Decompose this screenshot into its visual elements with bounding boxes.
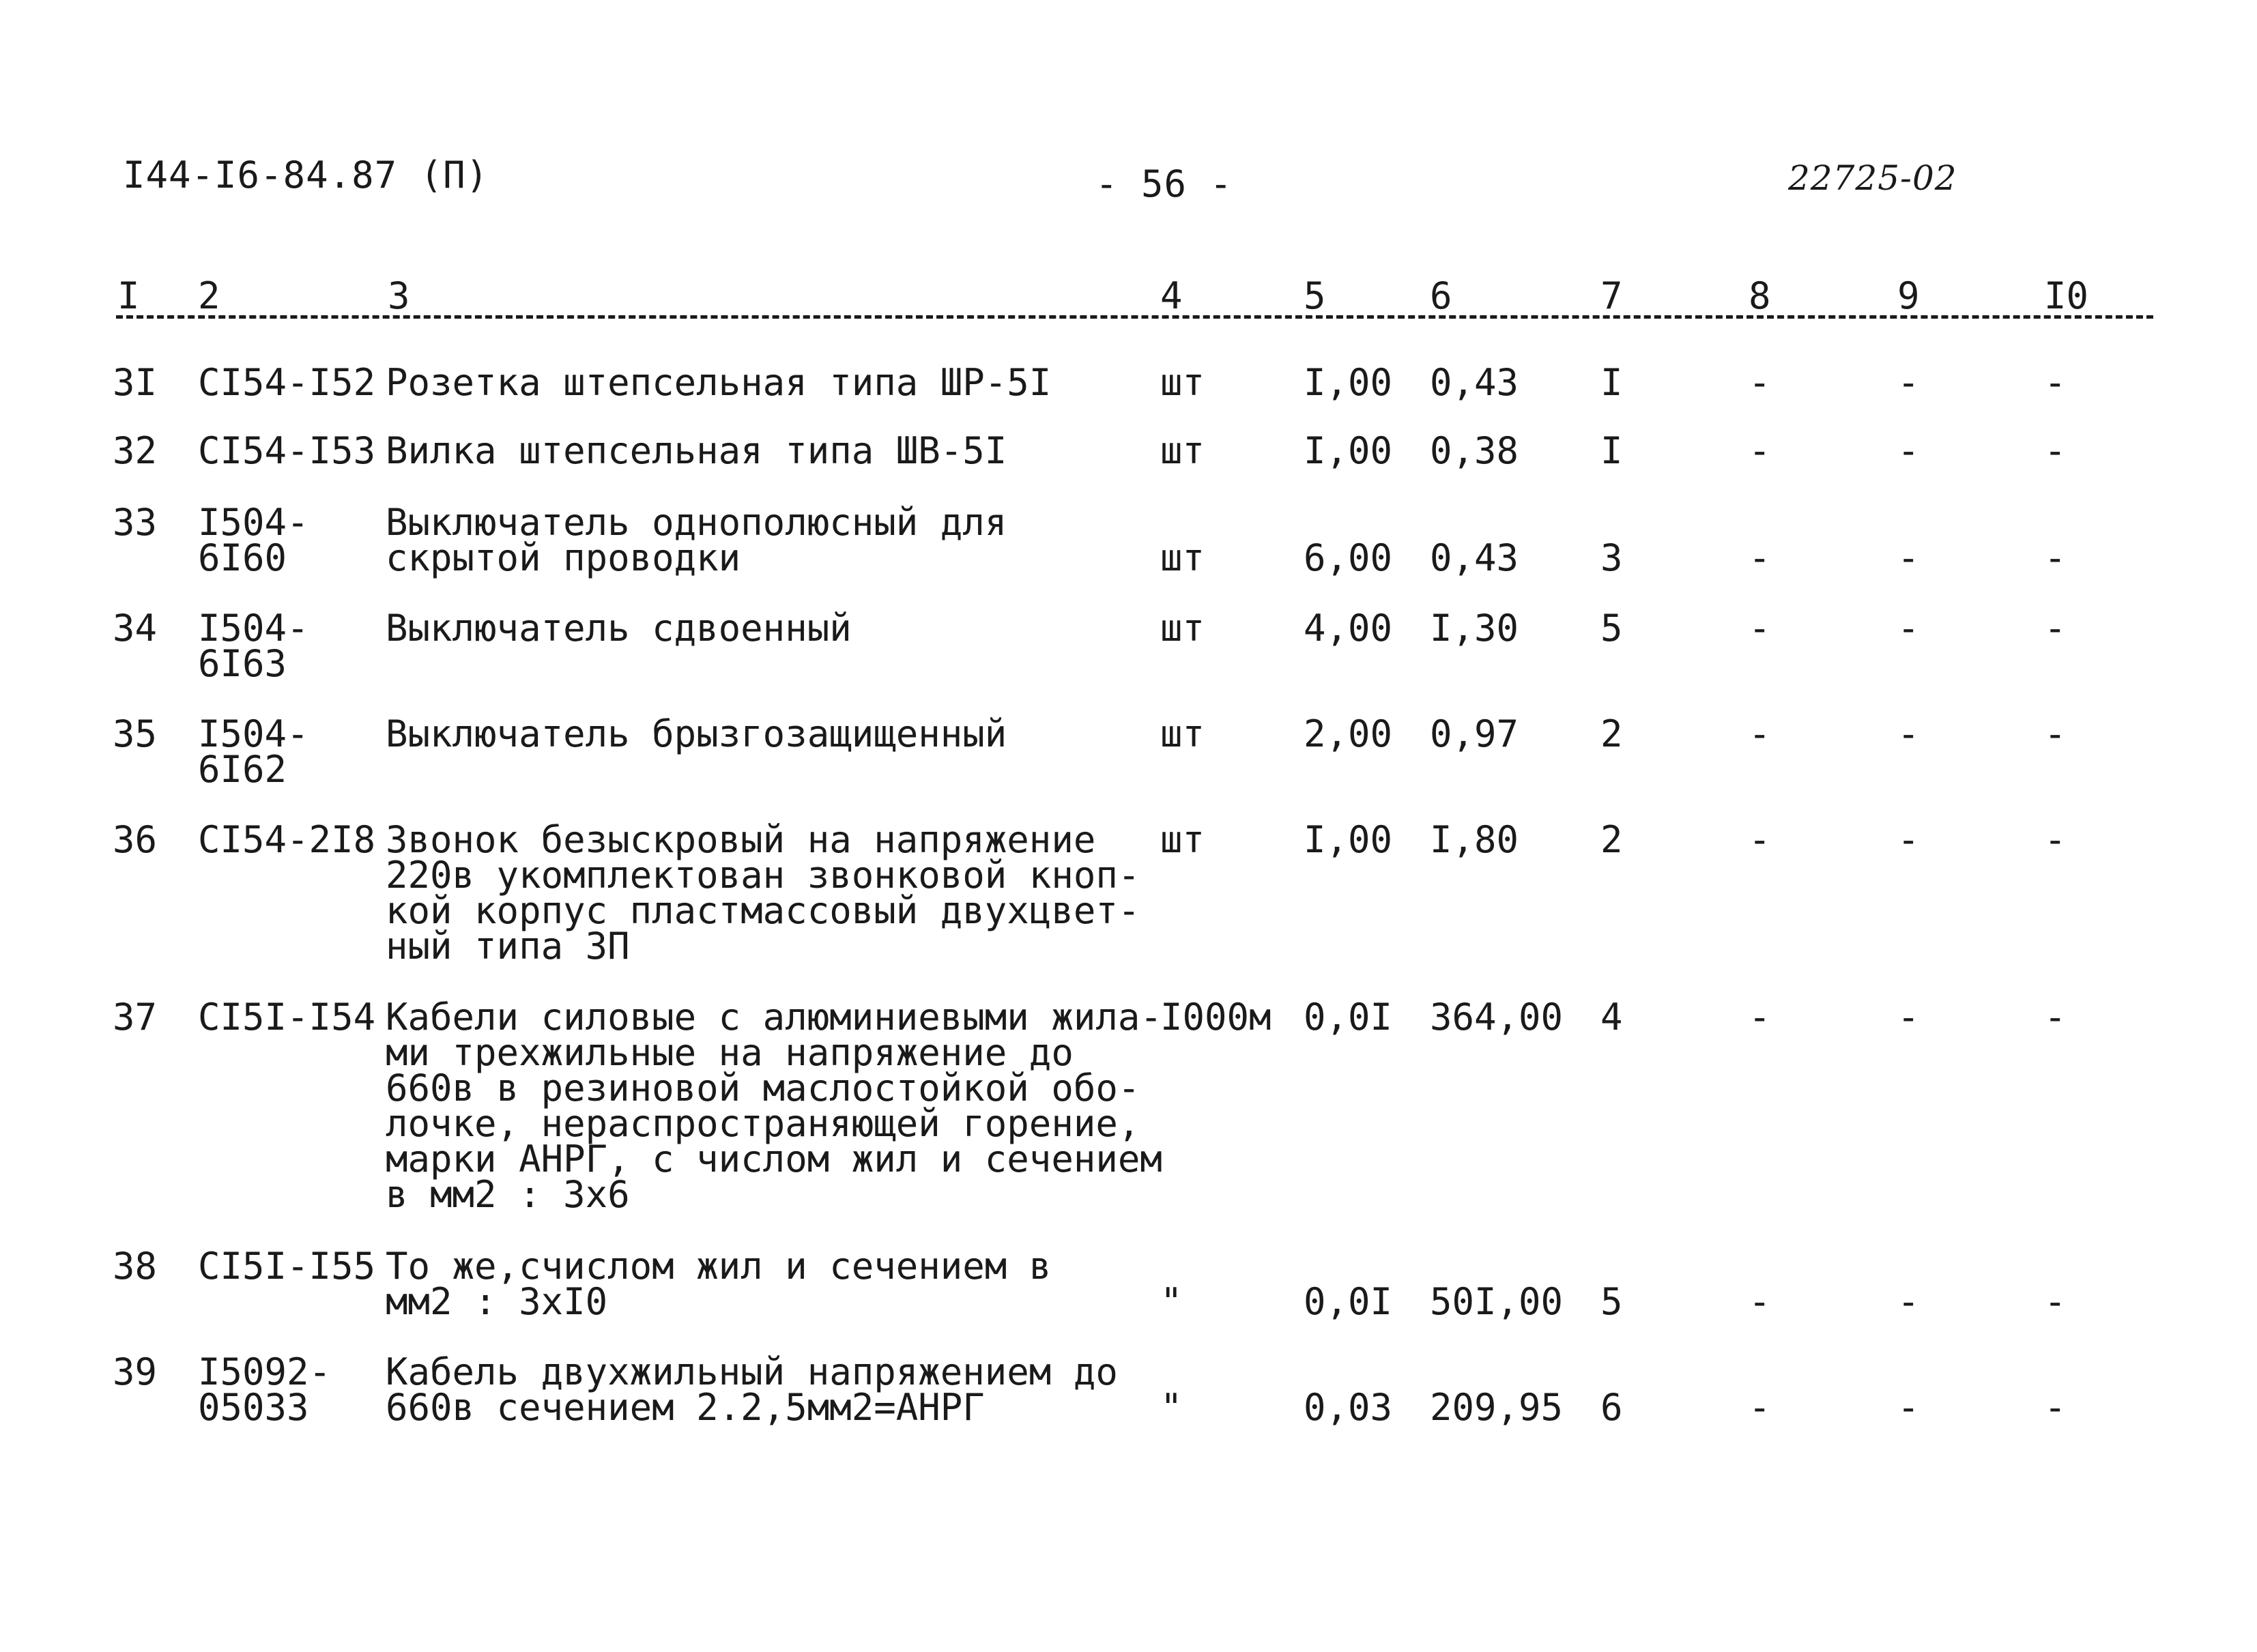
- item-description-line: Звонок безыскровый на напряжение: [386, 818, 1096, 861]
- column-7-cell: 3: [1600, 536, 1623, 579]
- column-number: 7: [1600, 274, 1623, 317]
- column-number: 8: [1749, 274, 1771, 317]
- item-description-line: Выключатель брызгозащищенный: [386, 712, 1007, 755]
- value-cell: 364,00: [1430, 996, 1564, 1039]
- item-description-line: 660в в резиновой маслостойкой обо-: [386, 1067, 1140, 1110]
- row-number: 36: [113, 818, 158, 861]
- unit-cell: шт: [1160, 607, 1205, 650]
- column-8-cell: -: [1749, 1280, 1771, 1323]
- column-number: I: [117, 274, 140, 317]
- document-code: I44-I6-84.87 (П): [123, 154, 489, 197]
- page-number: - 56 -: [1095, 162, 1233, 205]
- row-number: 34: [113, 607, 158, 650]
- column-10-cell: -: [2044, 607, 2067, 650]
- item-code-line: CI5I-I54: [198, 996, 376, 1039]
- column-7-cell: I: [1600, 429, 1623, 472]
- item-code-line: CI5I-I55: [198, 1245, 376, 1288]
- unit-cell: шт: [1160, 712, 1205, 755]
- unit-cell: ": [1160, 1386, 1183, 1429]
- item-description-line: марки АНРГ, с числом жил и сечением: [386, 1137, 1162, 1180]
- value-cell: 50I,00: [1430, 1280, 1564, 1323]
- item-description-line: То же,счислом жил и сечением в: [386, 1245, 1052, 1288]
- item-description: [386, 1245, 1052, 1323]
- quantity-cell: I,00: [1304, 429, 1393, 472]
- column-7-cell: 4: [1600, 996, 1623, 1039]
- column-7-cell: I: [1600, 361, 1623, 404]
- item-description-line: Выключатель сдвоенный: [386, 607, 852, 650]
- column-10-cell: -: [2044, 536, 2067, 579]
- row-number: 33: [113, 501, 158, 544]
- item-description-line: 660в сечением 2.2,5мм2=АНРГ: [386, 1386, 985, 1429]
- value-cell: 0,38: [1430, 429, 1519, 472]
- item-description-line: Кабели силовые с алюминиевыми жила-: [386, 996, 1162, 1039]
- item-description: [386, 501, 1007, 579]
- item-code-line: CI54-I52: [198, 361, 376, 404]
- quantity-cell: 2,00: [1304, 712, 1393, 755]
- item-code-line: 6I60: [198, 536, 287, 579]
- quantity-cell: I,00: [1304, 818, 1393, 861]
- column-10-cell: -: [2044, 429, 2067, 472]
- item-code: [198, 712, 309, 791]
- column-7-cell: 6: [1600, 1386, 1623, 1429]
- header-dashed-rule: [116, 315, 2153, 319]
- value-cell: I,30: [1430, 607, 1519, 650]
- quantity-cell: 4,00: [1304, 607, 1393, 650]
- column-7-cell: 5: [1600, 1280, 1623, 1323]
- row-number: 39: [113, 1350, 158, 1393]
- item-description-line: Вилка штепсельная типа ШВ-5I: [386, 429, 1007, 472]
- column-number: 9: [1897, 274, 1920, 317]
- item-code-line: I5092-: [198, 1350, 332, 1393]
- column-8-cell: -: [1749, 712, 1771, 755]
- row-number: 3I: [113, 361, 158, 404]
- unit-cell: шт: [1160, 429, 1205, 472]
- column-number: 6: [1430, 274, 1452, 317]
- item-code-line: 6I63: [198, 642, 287, 685]
- row-number: 35: [113, 712, 158, 755]
- row-number: 37: [113, 996, 158, 1039]
- item-code: [198, 429, 376, 472]
- unit-cell: шт: [1160, 818, 1205, 861]
- column-9-cell: -: [1897, 607, 1920, 650]
- item-description-line: 220в укомплектован звонковой кноп-: [386, 854, 1140, 897]
- column-9-cell: -: [1897, 361, 1920, 404]
- column-8-cell: -: [1749, 536, 1771, 579]
- column-8-cell: -: [1749, 818, 1771, 861]
- item-code-line: I504-: [198, 607, 309, 650]
- item-code-line: 6I62: [198, 748, 287, 791]
- item-description: [386, 361, 1052, 404]
- value-cell: 0,97: [1430, 712, 1519, 755]
- item-description-line: ми трехжильные на напряжение до: [386, 1031, 1074, 1074]
- column-7-cell: 2: [1600, 818, 1623, 861]
- column-number: 2: [198, 274, 220, 317]
- column-8-cell: -: [1749, 996, 1771, 1039]
- value-cell: I,80: [1430, 818, 1519, 861]
- item-description: [386, 1350, 1118, 1429]
- column-10-cell: -: [2044, 712, 2067, 755]
- item-code-line: CI54-2I8: [198, 818, 376, 861]
- unit-cell: шт: [1160, 536, 1205, 579]
- column-number: 3: [388, 274, 410, 317]
- value-cell: 0,43: [1430, 361, 1519, 404]
- item-description: [386, 996, 1162, 1216]
- document-number: 22725-02: [1788, 158, 1957, 198]
- item-description: [386, 818, 1140, 968]
- column-9-cell: -: [1897, 429, 1920, 472]
- item-description-line: Кабель двухжильный напряжением до: [386, 1350, 1118, 1393]
- quantity-cell: 6,00: [1304, 536, 1393, 579]
- column-10-cell: -: [2044, 996, 2067, 1039]
- item-description-line: лочке, нераспространяющей горение,: [386, 1102, 1140, 1145]
- column-7-cell: 2: [1600, 712, 1623, 755]
- row-number: 38: [113, 1245, 158, 1288]
- column-8-cell: -: [1749, 607, 1771, 650]
- column-9-cell: -: [1897, 1280, 1920, 1323]
- item-description-line: кой корпус пластмассовый двухцвет-: [386, 889, 1140, 932]
- quantity-cell: 0,03: [1304, 1386, 1393, 1429]
- item-description: [386, 429, 1007, 472]
- value-cell: 209,95: [1430, 1386, 1564, 1429]
- item-description: [386, 607, 852, 650]
- row-number: 32: [113, 429, 158, 472]
- column-9-cell: -: [1897, 712, 1920, 755]
- value-cell: 0,43: [1430, 536, 1519, 579]
- item-code: [198, 361, 376, 404]
- column-number: 5: [1304, 274, 1326, 317]
- column-10-cell: -: [2044, 818, 2067, 861]
- column-7-cell: 5: [1600, 607, 1623, 650]
- column-8-cell: -: [1749, 1386, 1771, 1429]
- item-description-line: скрытой проводки: [386, 536, 741, 579]
- quantity-cell: 0,0I: [1304, 996, 1393, 1039]
- quantity-cell: I,00: [1304, 361, 1393, 404]
- column-10-cell: -: [2044, 361, 2067, 404]
- item-code: [198, 1350, 332, 1429]
- item-code: [198, 607, 309, 685]
- column-10-cell: -: [2044, 1280, 2067, 1323]
- column-number: 4: [1160, 274, 1183, 317]
- item-code-line: 05033: [198, 1386, 309, 1429]
- column-9-cell: -: [1897, 536, 1920, 579]
- item-description-line: Выключатель однополюсный для: [386, 501, 1007, 544]
- item-code: [198, 1245, 376, 1288]
- item-code-line: CI54-I53: [198, 429, 376, 472]
- item-code-line: I504-: [198, 712, 309, 755]
- item-code: [198, 501, 309, 579]
- item-description-line: ный типа ЗП: [386, 925, 630, 968]
- item-description-line: мм2 : 3хI0: [386, 1280, 608, 1323]
- unit-cell: I000м: [1160, 996, 1271, 1039]
- item-description-line: Розетка штепсельная типа ШР-5I: [386, 361, 1052, 404]
- item-code: [198, 818, 376, 861]
- column-8-cell: -: [1749, 429, 1771, 472]
- column-9-cell: -: [1897, 996, 1920, 1039]
- item-code-line: I504-: [198, 501, 309, 544]
- column-10-cell: -: [2044, 1386, 2067, 1429]
- item-description: [386, 712, 1007, 755]
- unit-cell: шт: [1160, 361, 1205, 404]
- column-number: I0: [2044, 274, 2089, 317]
- column-9-cell: -: [1897, 1386, 1920, 1429]
- item-code: [198, 996, 376, 1039]
- item-description-line: в мм2 : 3х6: [386, 1173, 630, 1216]
- quantity-cell: 0,0I: [1304, 1280, 1393, 1323]
- column-9-cell: -: [1897, 818, 1920, 861]
- unit-cell: ": [1160, 1280, 1183, 1323]
- column-8-cell: -: [1749, 361, 1771, 404]
